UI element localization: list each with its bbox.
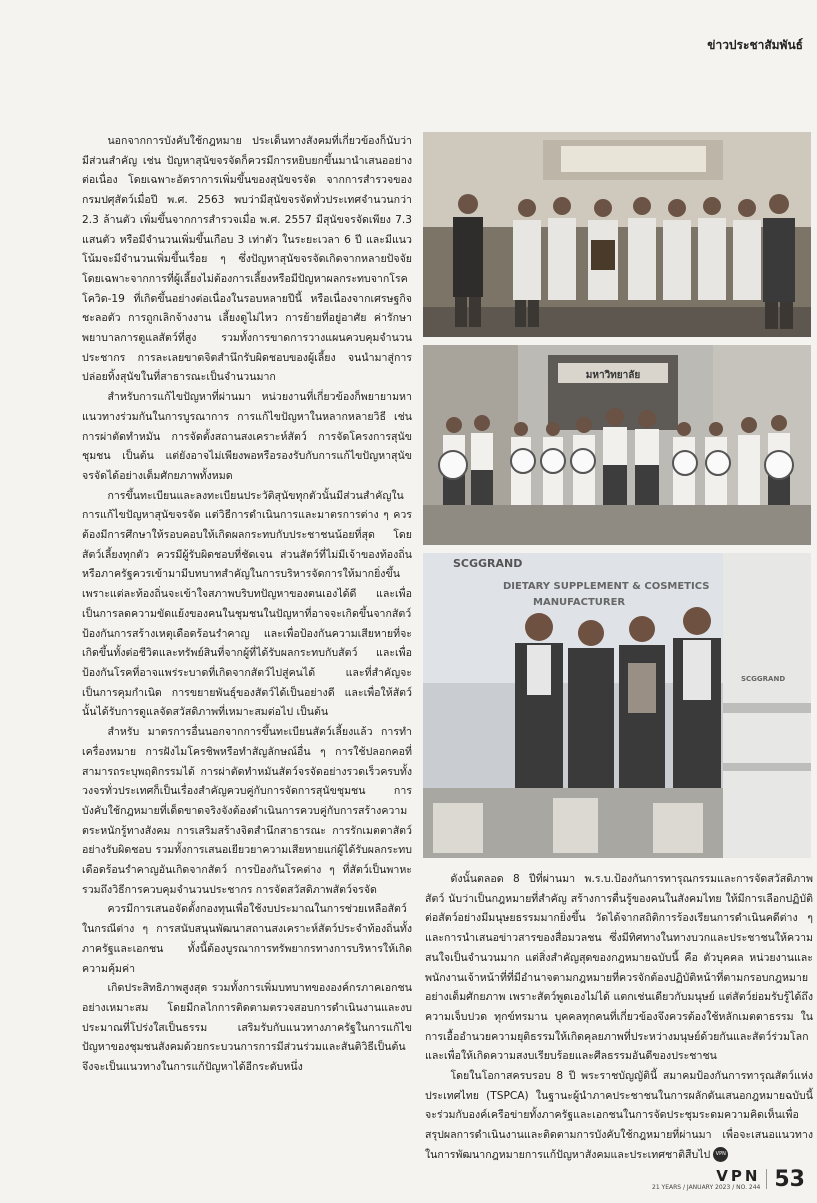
section-label: ข่าวประชาสัมพันธ์ bbox=[707, 38, 803, 52]
article-right-column bbox=[425, 870, 813, 1166]
photo-banner-group bbox=[423, 345, 811, 545]
sign-brand: SCGGRAND bbox=[453, 557, 523, 570]
footer-divider bbox=[766, 1169, 767, 1189]
article-paragraph: ดังนั้นตลอด 8 ปีที่ผ่านมา พ.ร.บ.ป้องกันการทารุณกรรมและการจัดสวัสดิภาพสัตว์ นับว่าเป็นกฎหมายที่สำคัญ สร้างการตื่นรู้ของคนในสังคมไทย ให้มีการเลือกปฏิบัติต่อสัตว์อย่างมีมนุษยธรรมมากยิ่งขึ้น วัดได้จากสถิติการร้องเรียนการดำเนินคดีต่าง ๆ และการนำเสนอข่าวสารของสื่อมวลชน ซึ่งมีทิศทางในทางบวกและประชาชนให้ความสนใจเป็นจำนวนมาก แต่สิ่งสำคัญสุดของกฎหมายฉบับนี้ คือ ตัวบุคคล หน่วยงานและพนักงานเจ้าหน้าที่ที่มีอำนาจตามกฎหมายที่ควรจักต้องปฏิบัติหน้าที่ตามกรอบกฎหมายอย่างเต็มศักยภาพ เพราะสัตว์พูดเองไม่ได้ แตกเช่นเดียวกับมนุษย์ แต่สัตว์ย่อมรับรู้ได้ถึงความเจ็บปวด ทุกข์ทรมาน บุคคลทุกคนที่เกี่ยวข้องจึงควรต้องใช้หลักเมตตาธรรม ในการเอื้ออำนวยความยุติธรรมให้เกิดคุลยภาพที่ประหว่างมนุษย์ด้วยกันและสัตว์ร่วมโลก และเพื่อให้เกิดความสงบเรียบร้อยและศีลธรรมอันดีของประชาชน bbox=[425, 873, 813, 1063]
brand-name: VPN bbox=[716, 1167, 761, 1185]
article-paragraph: การขึ้นทะเบียนและลงทะเบียนประวัติสุนัขทุกตัวนั้นมีส่วนสำคัญในการแก้ไขปัญหาสุนัขจรจัด แต่วิธีการดำเนินการและมาตรการต่าง ๆ ควรต้องมีการศึกษาให้รอบคอบให้เกิดผลกระทบกับประชาชนน้อยที่สุด โดยสัตว์เลี้ยงทุกตัว ควรมีผู้รับผิดชอบที่ชัดเจน ส่วนสัตว์ที่ไม่มีเจ้าของท้องถิ่นหรือภาครัฐควรเข้ามามีบทบาทสำคัญในการบริหารจัดการให้มากยิ่งขึ้น เพราะแต่ละท้องถิ่นจะเข้าใจสภาพบริบทปัญหาของตนเองได้ดี และเพื่อเป็นการลดความขัดแย้งของคนในชุมชนในปัญหาที่อาจจะเกิดขึ้นจากสัตว์ ป้องกันการสร้างเหตุเดือดร้อนรำคาญ และเพื่อป้องกันความเสียหายที่จะเกิดขึ้นทั้งต่อชีวิตและทรัพย์สินที่จากผู้ที่ได้รับผลกระทบกับสัตว์ และเพื่อป้องกันโรคที่อาจแพร่ระบาดที่เกิดจากสัตว์ไปสู่คนได้ และที่สำคัญจะเป็นการคุมกำเนิด การขยายพันธุ์ของสัตว์ได้เป็นอย่างดี และเพื่อให้สัตว์นั้นได้รับการดูแลจัดสวัสดิภาพที่เหมาะสมต่อไป เป็นต้น bbox=[82, 489, 412, 719]
page-number: 53 bbox=[774, 1167, 805, 1192]
photo-group-meeting bbox=[423, 132, 811, 337]
sign-line3: MANUFACTURER bbox=[533, 597, 626, 608]
page-footer bbox=[652, 1168, 805, 1191]
issue-info bbox=[652, 1168, 760, 1191]
vpn-end-mark: VPN bbox=[713, 1147, 728, 1162]
article-paragraph: นอกจากการบังคับใช้กฎหมาย ประเด็นทางสังคมที่เกี่ยวข้องก็นับว่ามีส่วนสำคัญ เช่น ปัญหาสุนัขจรจัดก็ควรมีการหยิบยกขึ้นมานำเสนออย่างต่อเนื่อง โดยเฉพาะอัตราการเพิ่มขึ้นของสุนัขจรจัด จากการสำรวจของกรมปศุสัตว์เมื่อปี พ.ศ. 2563 พบว่ามีสุนัขจรจัดทั่วประเทศจำนวนกว่า 2.3 ล้านตัว เพิ่มขึ้นจากการสำรวจเมื่อ พ.ศ. 2557 มีสุนัขจรจัดเพียง 7.3 แสนตัว หรือมีจำนวนเพิ่มขึ้นเกือบ 3 เท่าตัว ในระยะเวลา 6 ปี และมีแนวโน้มจะมีจำนวนเพิ่มขึ้นเรื่อย ๆ ซึ่งปัญหาสุนัขจรจัดเกิดจากหลายปัจจัย โดยเฉพาะจากการที่ผู้เลี้ยงไม่ต้องการเลี้ยงหรือมีปัญหาผลกระทบจากโรคโควิด-19 ที่เกิดขึ้นอย่างต่อเนื่องในรอบหลายปีนี้ หรือเนื่องจากเศรษฐกิจชะลอตัว การถูกเลิกจ้างงาน เลี้ยงดูไม่ไหว การย้ายที่อยู่อาศัย ค่ารักษาพยาบาลการดูแลสัตว์ที่สูง รวมทั้งการขาดการวางแผนควบคุมจำนวนประชากร การละเลยขาดจิตสำนึกรับผิดชอบของผู้เลี้ยง จนนำมาสู่การปล่อยทิ้งสุนัขในที่สาธารณะเป็นจำนวนมาก bbox=[82, 135, 412, 384]
banner-text: มหาวิทยาลัย bbox=[585, 370, 641, 381]
side-logo: SCGGRAND bbox=[741, 675, 786, 683]
article-left-column bbox=[82, 132, 412, 1078]
article-paragraph: เกิดประสิทธิภาพสูงสุด รวมทั้งการเพิ่มบทบาทขององค์กรภาคเอกชนอย่างเหมาะสม โดยมีกลไกการติดตามตรวจสอบการดำเนินงานและงบประมาณที่โปร่งใสเป็นธรรม เสริมรับกับแนวทางภาครัฐในการแก้ไขปัญหาของชุมชนสังคมด้วยกระบวนการการมีส่วนร่วมและสันติวิธีเป็นต้น จึงจะเป็นแนวทางในการแก้ปัญหาได้อีกระดับหนึ่ง bbox=[82, 982, 412, 1074]
sign-line2: DIETARY SUPPLEMENT & COSMETICS bbox=[503, 581, 710, 592]
article-paragraph-text: โดยในโอกาสครบรอบ 8 ปี พระราชบัญญัตินี้ สมาคมป้องกันการทารุณสัตว์แห่งประเทศไทย (TSPCA) ในฐานะผู้นำภาคประชาชนในการผลักดันเสนอกฎหมายฉบับนี้ จะร่วมกับองค์เครือข่ายทั้งภาครัฐและเอกชนในการจัดประชุมระดมความคิดเห็นเพื่อสรุปผลการดำเนินงานและติดตามการบังคับใช้กฎหมายที่ผ่านมา เพื่อจะเสนอแนวทางในการพัฒนากฎหมายการแก้ปัญหาสังคมและประเทศชาติสืบไป bbox=[425, 1070, 813, 1161]
issue-text: 21 YEARS / JANUARY 2023 / NO. 244 bbox=[652, 1184, 761, 1191]
article-paragraph: สำหรับ มาตรการอื่นนอกจากการขึ้นทะเบียนสัตว์เลี้ยงแล้ว การทำเครื่องหมาย การฝังไมโครชิพหรือทำสัญลักษณ์อื่น ๆ การใช้ปลอกคอที่สามารถระบุพฤติกรรมได้ การผ่าตัดทำหมันสัตว์จรจัดอย่างรวดเร็วครบทั้งวงจรทั่วประเทศก็เป็นเรื่องสำคัญควบคู่กับการจัดการสุนัขชุมชน การบังคับใช้กฎหมายที่เด็ดขาดจริงจังต้องดำเนินการควบคู่กับการสร้างความตระหนักรู้ทางสังคม การเสริมสร้างจิตสำนึกสาธารณะ การรักเมตตาสัตว์อย่างรับผิดชอบ รวมทั้งการเสนอเยียวยาความเสียหายแก่ผู้ได้รับผลกระทบเดือดร้อนรำคาญอันเกิดจากสัตว์ การป้องกันโรคต่าง ๆ ที่สัตว์เป็นพาหะ รวมถึงวิธีการควบคุมจำนวนประชากร การจัดสวัสดิภาพสัตว์จรจัด bbox=[82, 726, 412, 896]
article-paragraph bbox=[425, 1067, 813, 1166]
article-paragraph: สำหรับการแก้ไขปัญหาที่ผ่านมา หน่วยงานที่เกี่ยวข้องก็พยายามหาแนวทางร่วมกันในการบูรณาการ การแก้ไขปัญหาในหลากหลายวิธี เช่น การผ่าตัดทำหมัน การจัดตั้งสถานสงเคราะห์สัตว์ การจัดโครงการสุนัขชุมชน เป็นต้น แต่ยังอาจไม่เพียงพอหรือรองรับกับการแก้ไขปัญหาสุนัขจรจัดได้อย่างเต็มศักยภาพทั้งหมด bbox=[82, 391, 412, 482]
photo-donation-handover bbox=[423, 553, 811, 858]
article-paragraph: ควรมีการเสนอจัดตั้งกองทุนเพื่อใช้งบประมาณในการช่วยเหลือสัตว์ในกรณีต่าง ๆ การสนับสนุนพัฒนาสถานสงเคราะห์สัตว์ประจำท้องถิ่นทั้งภาครัฐและเอกชน ทั้งนี้ต้องบูรณาการทรัพยากรทางการบริหารให้เกิดความคุ้มค่า bbox=[82, 903, 412, 975]
